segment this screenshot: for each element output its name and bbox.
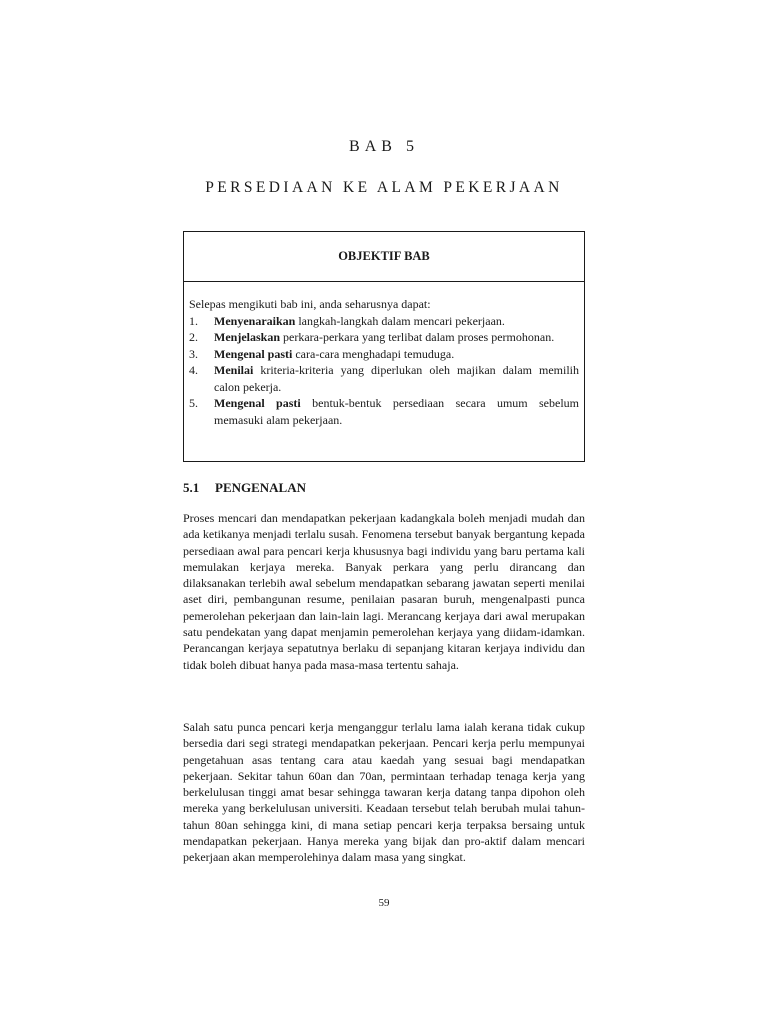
objective-verb: Menilai [214,363,254,377]
body-paragraph: Proses mencari dan mendapatkan pekerjaan kadangkala boleh menjadi mudah dan ada ketikanya menjadi terlalu susah. Fenomena tersebut banyak bergantung kepada persediaan awal para pencari kerja khususnya bagi individu yang baru pertama kali memulakan kerjaya mereka. Banyak perkara yang perlu dirancang dan dilaksanakan terlebih awal sebelum mendapatkan sebarang jawatan seperti menilai aset diri, pembangunan resume, penilaian pasaran buruh, mengenalpasti punca pemerolehan pekerjaan dan lain-lain lagi. Merancang kerjaya dari awal merupakan satu pendekatan yang dapat menjamin pemerolehan kerjaya yang diidam-idamkan. Perancangan kerjaya sepatutnya berlaku di sepanjang kitaran kerjaya individu dan tidak boleh dibuat hanya pada masa-masa tertentu sahaja. [183,511,585,672]
objectives-body [184,282,584,428]
page-number: 59 [378,897,390,909]
objective-item [189,395,579,428]
objective-text [214,395,579,428]
objective-verb: Mengenal pasti [214,396,301,410]
objective-number: 1. [189,313,198,328]
objective-item [189,313,579,330]
chapter-objectives-box [183,231,585,462]
objectives-heading: OBJEKTIF BAB [184,232,584,282]
objective-item [189,329,579,346]
objective-description: perkara-perkara yang terlibat dalam proses permohonan. [280,330,555,344]
objective-description: cara-cara menghadapi temuduga. [292,346,455,361]
objective-number: 5. [189,396,198,410]
objective-item [189,362,579,395]
objective-description: bentuk-bentuk persediaan secara umum sebelum memasuki alam pekerjaan. [214,396,580,427]
section-heading [183,480,306,496]
objective-verb: Menyenaraikan [214,313,296,328]
objective-item [189,346,579,363]
objective-text [214,313,579,330]
section-title: PENGENALAN [215,480,307,495]
objective-verb: Menjelaskan [214,330,280,344]
body-paragraph: Salah satu punca pencari kerja menganggur terlalu lama ialah kerana tidak cukup bersedia dari segi strategi mendapatkan pekerjaan. Pencari kerja perlu mempunyai pengetahuan asas tentang cara atau kaedah yang sesuai bagi mendapatkan pekerjaan. Sekitar tahun 60an dan 70an, permintaan terhadap tenaga kerja yang berkelulusan tinggi amat besar sehingga tawaran kerja datang tanpa dipohon oleh mereka yang berkelulusan universiti. Keadaan tersebut telah berubah mulai tahun-tahun 80an sehingga kini, di mana setiap pencari kerja terpaksa bersaing untuk mendapatkan pekerjaan. Hanya mereka yang bijak dan pro-aktif dalam mencari pekerjaan akan memperolehinya dalam masa yang singkat. [183,720,585,865]
objective-number: 3. [189,346,198,361]
objective-text [214,346,579,363]
objectives-intro: Selepas mengikuti bab ini, anda seharusnya dapat: [189,297,431,311]
objectives-list [189,313,579,429]
objective-number: 4. [189,363,198,377]
section-number: 5.1 [183,480,200,495]
chapter-number: BAB 5 [349,138,419,155]
objective-description: kriteria-kriteria yang diperlukan oleh majikan dalam memilih calon pekerja. [214,363,579,394]
objective-verb: Mengenal pasti [214,346,293,361]
objective-text [214,329,579,346]
objective-number: 2. [189,330,198,344]
chapter-title: PERSEDIAAN KE ALAM PEKERJAAN [205,179,563,196]
objective-description: langkah-langkah dalam mencari pekerjaan. [295,313,505,328]
objective-text [214,362,579,395]
